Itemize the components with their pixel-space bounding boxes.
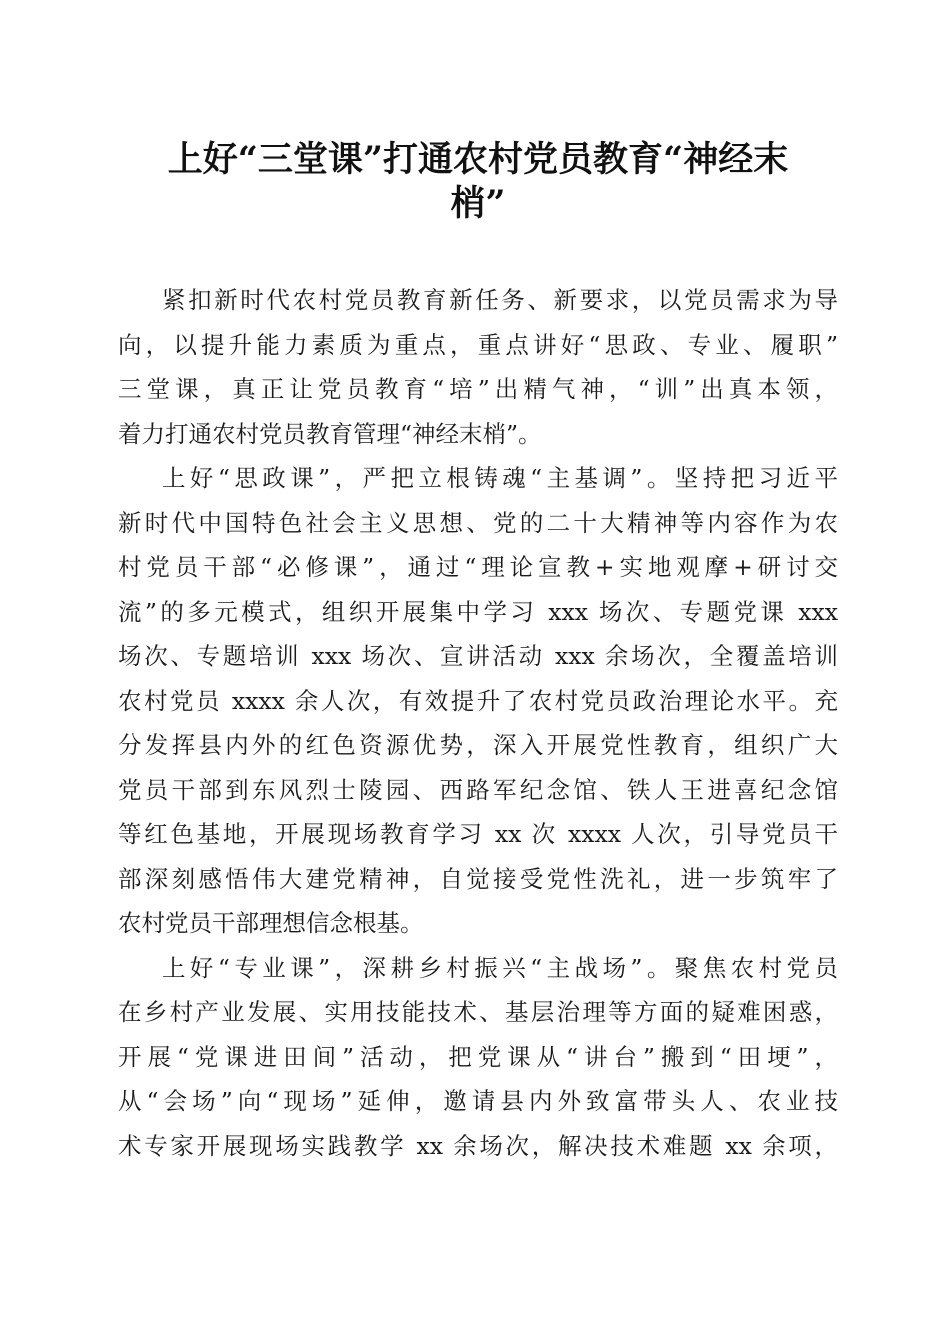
text-line: 场次、专题培训 xxx 场次、宣讲活动 xxx 余场次，全覆盖培训 bbox=[118, 642, 838, 670]
text-line: 开展“党课进田间”活动，把党课从“讲台”搬到“田埂”， bbox=[118, 1042, 838, 1071]
text-line: 三堂课，真正让党员教育“培”出精气神，“训”出真本领， bbox=[118, 375, 838, 403]
text-line: 新时代中国特色社会主义思想、党的二十大精神等内容作为农 bbox=[118, 508, 838, 537]
title-line-1: 上好“三堂课”打通农村党员教育“神经末 bbox=[167, 139, 789, 180]
text-line: 村党员干部“必修课”，通过“理论宣教+实地观摩+研讨交 bbox=[118, 553, 839, 581]
document-body bbox=[118, 278, 838, 1168]
title-line-2: 梢” bbox=[450, 183, 506, 224]
text-line: 上好“思政课”，严把立根铸魂“主基调”。坚持把习近平 bbox=[162, 464, 838, 492]
text-line: 从“会场”向“现场”延伸，邀请县内外致富带头人、农业技 bbox=[118, 1087, 838, 1115]
text-line: 分发挥县内外的红色资源优势，深入开展党性教育，组织广大 bbox=[118, 731, 838, 759]
paragraph-2 bbox=[118, 456, 838, 946]
paragraph-1 bbox=[118, 278, 838, 456]
text-line: 在乡村产业发展、实用技能技术、基层治理等方面的疑难困惑， bbox=[118, 998, 838, 1026]
text-line: 流”的多元模式，组织开展集中学习 xxx 场次、专题党课 xxx bbox=[118, 597, 838, 626]
text-line: 紧扣新时代农村党员教育新任务、新要求，以党员需求为导 bbox=[162, 286, 838, 314]
paragraph-3 bbox=[118, 946, 838, 1169]
text-line: 等红色基地，开展现场教育学习 xx 次 xxxx 人次，引导党员干 bbox=[118, 820, 838, 848]
text-line: 术专家开展现场实践教学 xx 余场次，解决技术难题 xx 余项， bbox=[118, 1131, 838, 1160]
text-line: 向，以提升能力素质为重点，重点讲好“思政、专业、履职” bbox=[118, 330, 838, 359]
text-line: 上好“专业课”，深耕乡村振兴“主战场”。聚焦农村党员 bbox=[162, 953, 838, 982]
text-line: 着力打通农村党员教育管理“神经末梢”。 bbox=[118, 419, 542, 448]
text-line: 农村党员干部理想信念根基。 bbox=[118, 909, 424, 937]
text-line: 部深刻感悟伟大建党精神，自觉接受党性洗礼，进一步筑牢了 bbox=[118, 864, 838, 893]
document-title bbox=[108, 138, 848, 226]
text-line: 农村党员 xxxx 余人次，有效提升了农村党员政治理论水平。充 bbox=[118, 686, 838, 715]
text-line: 党员干部到东风烈士陵园、西路军纪念馆、铁人王进喜纪念馆 bbox=[118, 775, 838, 804]
